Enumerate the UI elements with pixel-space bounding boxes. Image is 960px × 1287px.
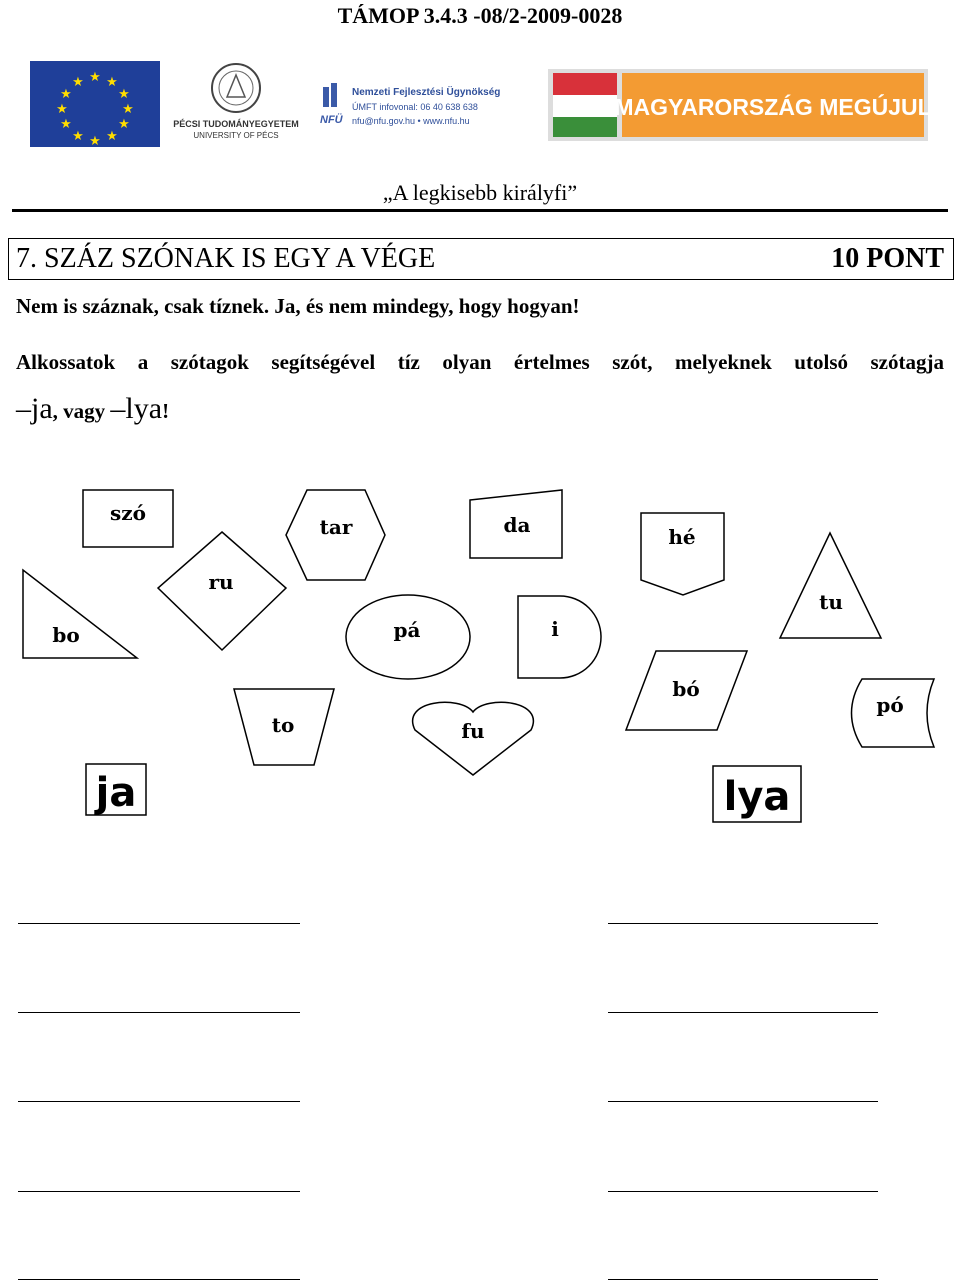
svg-text:UNIVERSITY OF PÉCS: UNIVERSITY OF PÉCS — [193, 131, 279, 140]
shape-da — [470, 490, 562, 558]
svg-text:★: ★ — [60, 87, 72, 102]
svg-text:lya: lya — [723, 774, 791, 820]
svg-text:to: to — [271, 713, 295, 737]
svg-text:★: ★ — [89, 70, 101, 85]
shape-pa — [346, 595, 470, 679]
svg-text:tu: tu — [819, 590, 843, 614]
shape-i — [518, 596, 601, 678]
shape-ru — [158, 532, 286, 650]
ending-separator: , vagy — [52, 399, 111, 423]
svg-text:nfu@nfu.gov.hu • www.nfu.hu: nfu@nfu.gov.hu • www.nfu.hu — [352, 116, 470, 126]
ending-ja: –ja — [16, 392, 53, 425]
header-rule — [12, 209, 948, 212]
nfu-logo — [320, 83, 500, 126]
svg-text:★: ★ — [106, 75, 118, 90]
svg-text:da: da — [503, 513, 531, 537]
answer-line-3[interactable] — [18, 1012, 300, 1013]
answer-line-2[interactable] — [608, 923, 878, 924]
answer-line-10[interactable] — [608, 1279, 878, 1280]
logo-row — [0, 55, 960, 155]
svg-text:★: ★ — [72, 129, 84, 144]
svg-text:bó: bó — [672, 677, 700, 701]
svg-text:hé: hé — [668, 525, 696, 549]
svg-text:★: ★ — [106, 129, 118, 144]
svg-text:szó: szó — [110, 501, 146, 525]
svg-text:ÚMFT infovonal: 06 40 638 638: ÚMFT infovonal: 06 40 638 638 — [352, 102, 478, 112]
answer-line-1[interactable] — [18, 923, 300, 924]
shape-to — [234, 689, 334, 765]
svg-text:Nemzeti Fejlesztési Ügynökség: Nemzeti Fejlesztési Ügynökség — [352, 87, 501, 98]
shape-he — [641, 513, 724, 595]
task-intro: Nem is száznak, csak tíznek. Ja, és nem mindegy, hogy hogyan! — [16, 294, 580, 318]
svg-text:fu: fu — [461, 719, 485, 743]
subtitle: „A legkisebb királyfi” — [382, 180, 578, 205]
svg-text:PÉCSI TUDOMÁNYEGYETEM: PÉCSI TUDOMÁNYEGYETEM — [173, 119, 299, 129]
shape-bo-accent — [626, 651, 747, 730]
svg-text:i: i — [551, 617, 559, 641]
svg-text:MAGYARORSZÁG MEGÚJUL: MAGYARORSZÁG MEGÚJUL — [614, 94, 932, 120]
task-points: 10 PONT — [831, 243, 944, 274]
svg-text:pó: pó — [876, 693, 904, 717]
svg-text:★: ★ — [118, 87, 130, 102]
svg-text:★: ★ — [122, 102, 134, 117]
svg-text:tar: tar — [319, 515, 353, 539]
syllable-shapes — [0, 470, 960, 840]
pte-logo — [173, 64, 299, 140]
svg-text:★: ★ — [89, 134, 101, 149]
answer-line-7[interactable] — [18, 1191, 300, 1192]
task-title: 7. SZÁZ SZÓNAK IS EGY A VÉGE — [16, 243, 436, 274]
eu-flag-logo — [30, 61, 160, 149]
svg-text:★: ★ — [60, 117, 72, 132]
svg-text:NFÜ: NFÜ — [320, 114, 343, 126]
svg-text:pá: pá — [393, 618, 421, 642]
svg-text:bo: bo — [52, 623, 80, 647]
shape-bo — [23, 570, 137, 658]
answer-line-9[interactable] — [18, 1279, 300, 1280]
hungary-renewal-logo — [548, 69, 932, 141]
answer-line-8[interactable] — [608, 1191, 878, 1192]
svg-text:ja: ja — [95, 770, 137, 816]
task-instruction: Alkossatok a szótagok segítségével tíz olyan értelmes szót, melyeknek utolsó szótagja — [16, 350, 944, 374]
answer-line-5[interactable] — [18, 1101, 300, 1102]
shape-lya — [713, 766, 801, 822]
answer-line-4[interactable] — [608, 1012, 878, 1013]
svg-text:★: ★ — [118, 117, 130, 132]
svg-text:ru: ru — [208, 570, 234, 594]
shape-tu — [780, 533, 881, 638]
project-code: TÁMOP 3.4.3 -08/2-2009-0028 — [337, 3, 623, 28]
svg-text:★: ★ — [56, 102, 68, 117]
ending-exclaim: ! — [162, 399, 170, 423]
task-endings — [16, 392, 169, 426]
shape-szo — [83, 490, 173, 547]
shape-po — [852, 679, 935, 747]
ending-lya: –lya — [110, 392, 163, 425]
shape-ja — [86, 764, 146, 816]
shape-tar — [286, 490, 385, 580]
answer-line-6[interactable] — [608, 1101, 878, 1102]
shape-fu — [413, 702, 534, 775]
svg-text:★: ★ — [72, 75, 84, 90]
